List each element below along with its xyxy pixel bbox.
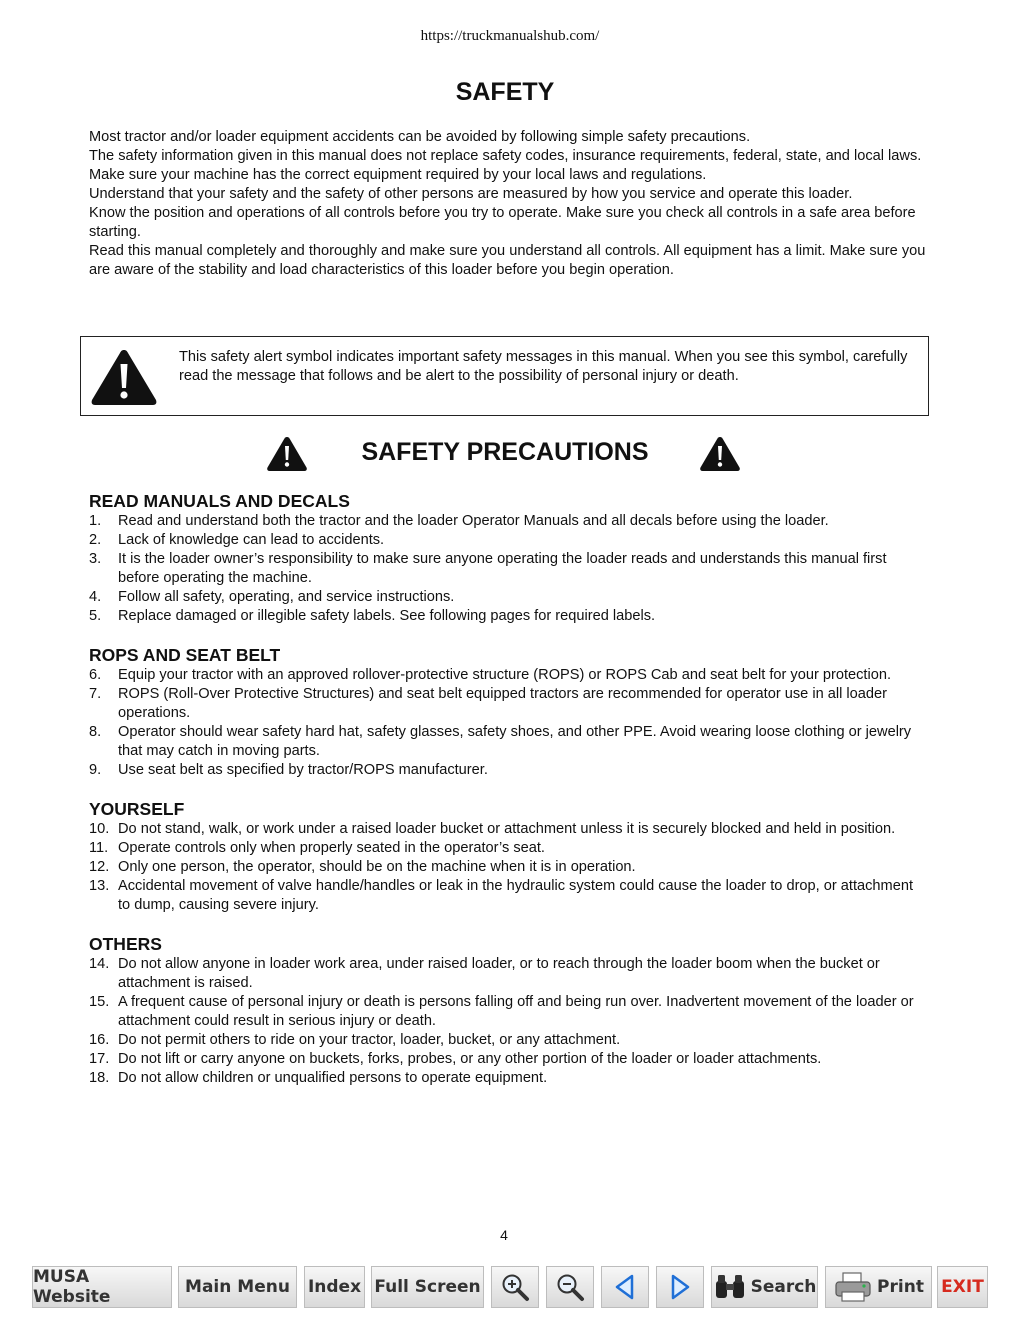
intro-paragraph: Understand that your safety and the safety of other persons are measured by how you service and operate this loader. xyxy=(89,186,853,202)
list-item xyxy=(89,761,929,780)
section-read-manuals xyxy=(89,490,929,626)
list-item xyxy=(89,588,929,607)
printer-icon xyxy=(833,1271,873,1303)
warning-triangle-icon xyxy=(266,436,308,472)
item-text: Operator should wear safety hard hat, safety glasses, safety shoes, and other PPE. Avoid wearing loose clothing or jewelry that may catch in moving parts. xyxy=(118,724,912,759)
page-title: SAFETY xyxy=(455,78,555,106)
triangle-right-icon xyxy=(668,1273,692,1301)
print-button[interactable] xyxy=(825,1266,932,1308)
item-text: Read and understand both the tractor and the loader Operator Manuals and all decals before using the loader. xyxy=(118,513,829,529)
previous-page-button[interactable] xyxy=(601,1266,649,1308)
list-item xyxy=(89,820,929,839)
next-page-button[interactable] xyxy=(656,1266,704,1308)
section-rops-seat-belt xyxy=(89,644,929,780)
item-number: 2. xyxy=(89,532,102,548)
item-number: 1. xyxy=(89,513,102,529)
list-item xyxy=(89,1050,929,1069)
item-text: It is the loader owner’s responsibility to make sure anyone operating the loader reads and understands this manual first before operating the machine. xyxy=(118,551,887,586)
item-number: 4. xyxy=(89,589,102,605)
search-button[interactable] xyxy=(711,1266,818,1308)
item-text: Follow all safety, operating, and service instructions. xyxy=(118,589,455,605)
intro-paragraph: The safety information given in this manual does not replace safety codes, insurance requirements, federal, state, and local laws. Make sure your machine has the correct equipment required by your local laws and regulations. xyxy=(89,148,922,183)
zoom-in-button[interactable] xyxy=(491,1266,539,1308)
item-text: Use seat belt as specified by tractor/ROPS manufacturer. xyxy=(118,762,488,778)
item-text: A frequent cause of personal injury or death is persons falling off and being run over. Inadvertent movement of the loader or attachment could result in serious injury or death. xyxy=(118,994,914,1029)
print-label: Print xyxy=(877,1277,924,1297)
list-item xyxy=(89,877,929,915)
item-number: 3. xyxy=(89,551,102,567)
binoculars-icon xyxy=(713,1272,747,1302)
item-number: 18. xyxy=(89,1070,110,1086)
item-text: Only one person, the operator, should be on the machine when it is in operation. xyxy=(118,859,636,875)
section-heading: OTHERS xyxy=(89,934,162,954)
section-others xyxy=(89,933,929,1088)
intro-paragraph: Most tractor and/or loader equipment accidents can be avoided by following simple safety precautions. xyxy=(89,129,751,145)
item-text: Lack of knowledge can lead to accidents. xyxy=(118,532,385,548)
list-item xyxy=(89,607,929,626)
triangle-left-icon xyxy=(613,1273,637,1301)
item-number: 9. xyxy=(89,762,102,778)
intro-text xyxy=(89,128,929,280)
exit-button[interactable]: EXIT xyxy=(937,1266,988,1308)
musa-website-button[interactable]: MUSA Website xyxy=(32,1266,172,1308)
item-number: 10. xyxy=(89,821,110,837)
warning-triangle-icon xyxy=(89,347,159,407)
list-item xyxy=(89,685,929,723)
item-text: Operate controls only when properly seated in the operator’s seat. xyxy=(118,840,545,856)
list-item xyxy=(89,550,929,588)
item-text: Do not allow anyone in loader work area, under raised loader, or to reach through the loader boom when the bucket or attachment is raised. xyxy=(118,956,880,991)
index-button[interactable]: Index xyxy=(304,1266,365,1308)
zoom-out-button[interactable] xyxy=(546,1266,594,1308)
item-number: 7. xyxy=(89,686,102,702)
item-text: ROPS (Roll-Over Protective Structures) and seat belt equipped tractors are recommended for operator use in all loader operations. xyxy=(118,686,887,721)
full-screen-button[interactable]: Full Screen xyxy=(371,1266,484,1308)
source-url: https://truckmanualshub.com/ xyxy=(420,28,600,44)
section-yourself xyxy=(89,798,929,915)
list-item xyxy=(89,531,929,550)
list-item xyxy=(89,1031,929,1050)
list-item xyxy=(89,839,929,858)
item-number: 12. xyxy=(89,859,110,875)
item-number: 5. xyxy=(89,608,102,624)
main-menu-button[interactable]: Main Menu xyxy=(178,1266,297,1308)
precautions-content xyxy=(89,490,929,1106)
item-text: Do not allow children or unqualified persons to operate equipment. xyxy=(118,1070,548,1086)
section-heading: READ MANUALS AND DECALS xyxy=(89,491,350,511)
item-number: 13. xyxy=(89,878,110,894)
item-text: Equip your tractor with an approved rollover-protective structure (ROPS) or ROPS Cab and seat belt for your protection. xyxy=(118,667,892,683)
item-number: 8. xyxy=(89,724,102,740)
list-item xyxy=(89,1069,929,1088)
safety-alert-text: This safety alert symbol indicates important safety messages in this manual. When you see this symbol, carefully read the message that follows and be alert to the possibility of personal injury or death. xyxy=(179,349,908,384)
precautions-heading xyxy=(0,436,1020,476)
item-number: 6. xyxy=(89,667,102,683)
item-text: Accidental movement of valve handle/handles or leak in the hydraulic system could cause the loader to drop, or attachment to dump, causing severe injury. xyxy=(118,878,913,913)
item-number: 14. xyxy=(89,956,110,972)
search-label: Search xyxy=(750,1277,817,1297)
item-text: Do not permit others to ride on your tractor, loader, bucket, or any attachment. xyxy=(118,1032,621,1048)
magnifier-minus-icon xyxy=(555,1272,585,1302)
item-number: 11. xyxy=(89,840,109,856)
item-text: Do not lift or carry anyone on buckets, forks, probes, or any other portion of the loader or loader attachments. xyxy=(118,1051,822,1067)
intro-paragraph: Read this manual completely and thoroughly and make sure you understand all controls. All equipment has a limit. Make sure you are aware of the stability and load characteristics of this loader before you begin operation. xyxy=(89,243,926,278)
section-heading: YOURSELF xyxy=(89,799,185,819)
item-number: 15. xyxy=(89,994,110,1010)
item-number: 17. xyxy=(89,1051,110,1067)
item-text: Replace damaged or illegible safety labels. See following pages for required labels. xyxy=(118,608,656,624)
safety-alert-box xyxy=(80,336,929,416)
warning-triangle-icon xyxy=(699,436,741,472)
intro-paragraph: Know the position and operations of all controls before you try to operate. Make sure you check all controls in a safe area before starting. xyxy=(89,205,916,240)
list-item xyxy=(89,858,929,877)
section-heading: ROPS AND SEAT BELT xyxy=(89,645,281,665)
list-item xyxy=(89,955,929,993)
list-item xyxy=(89,723,929,761)
precautions-title: SAFETY PRECAUTIONS xyxy=(361,438,649,466)
list-item xyxy=(89,993,929,1031)
magnifier-plus-icon xyxy=(500,1272,530,1302)
list-item xyxy=(89,512,929,531)
page-number: 4 xyxy=(500,1227,508,1243)
item-number: 16. xyxy=(89,1032,110,1048)
item-text: Do not stand, walk, or work under a raised loader bucket or attachment unless it is securely blocked and held in position. xyxy=(118,821,896,837)
list-item xyxy=(89,666,929,685)
